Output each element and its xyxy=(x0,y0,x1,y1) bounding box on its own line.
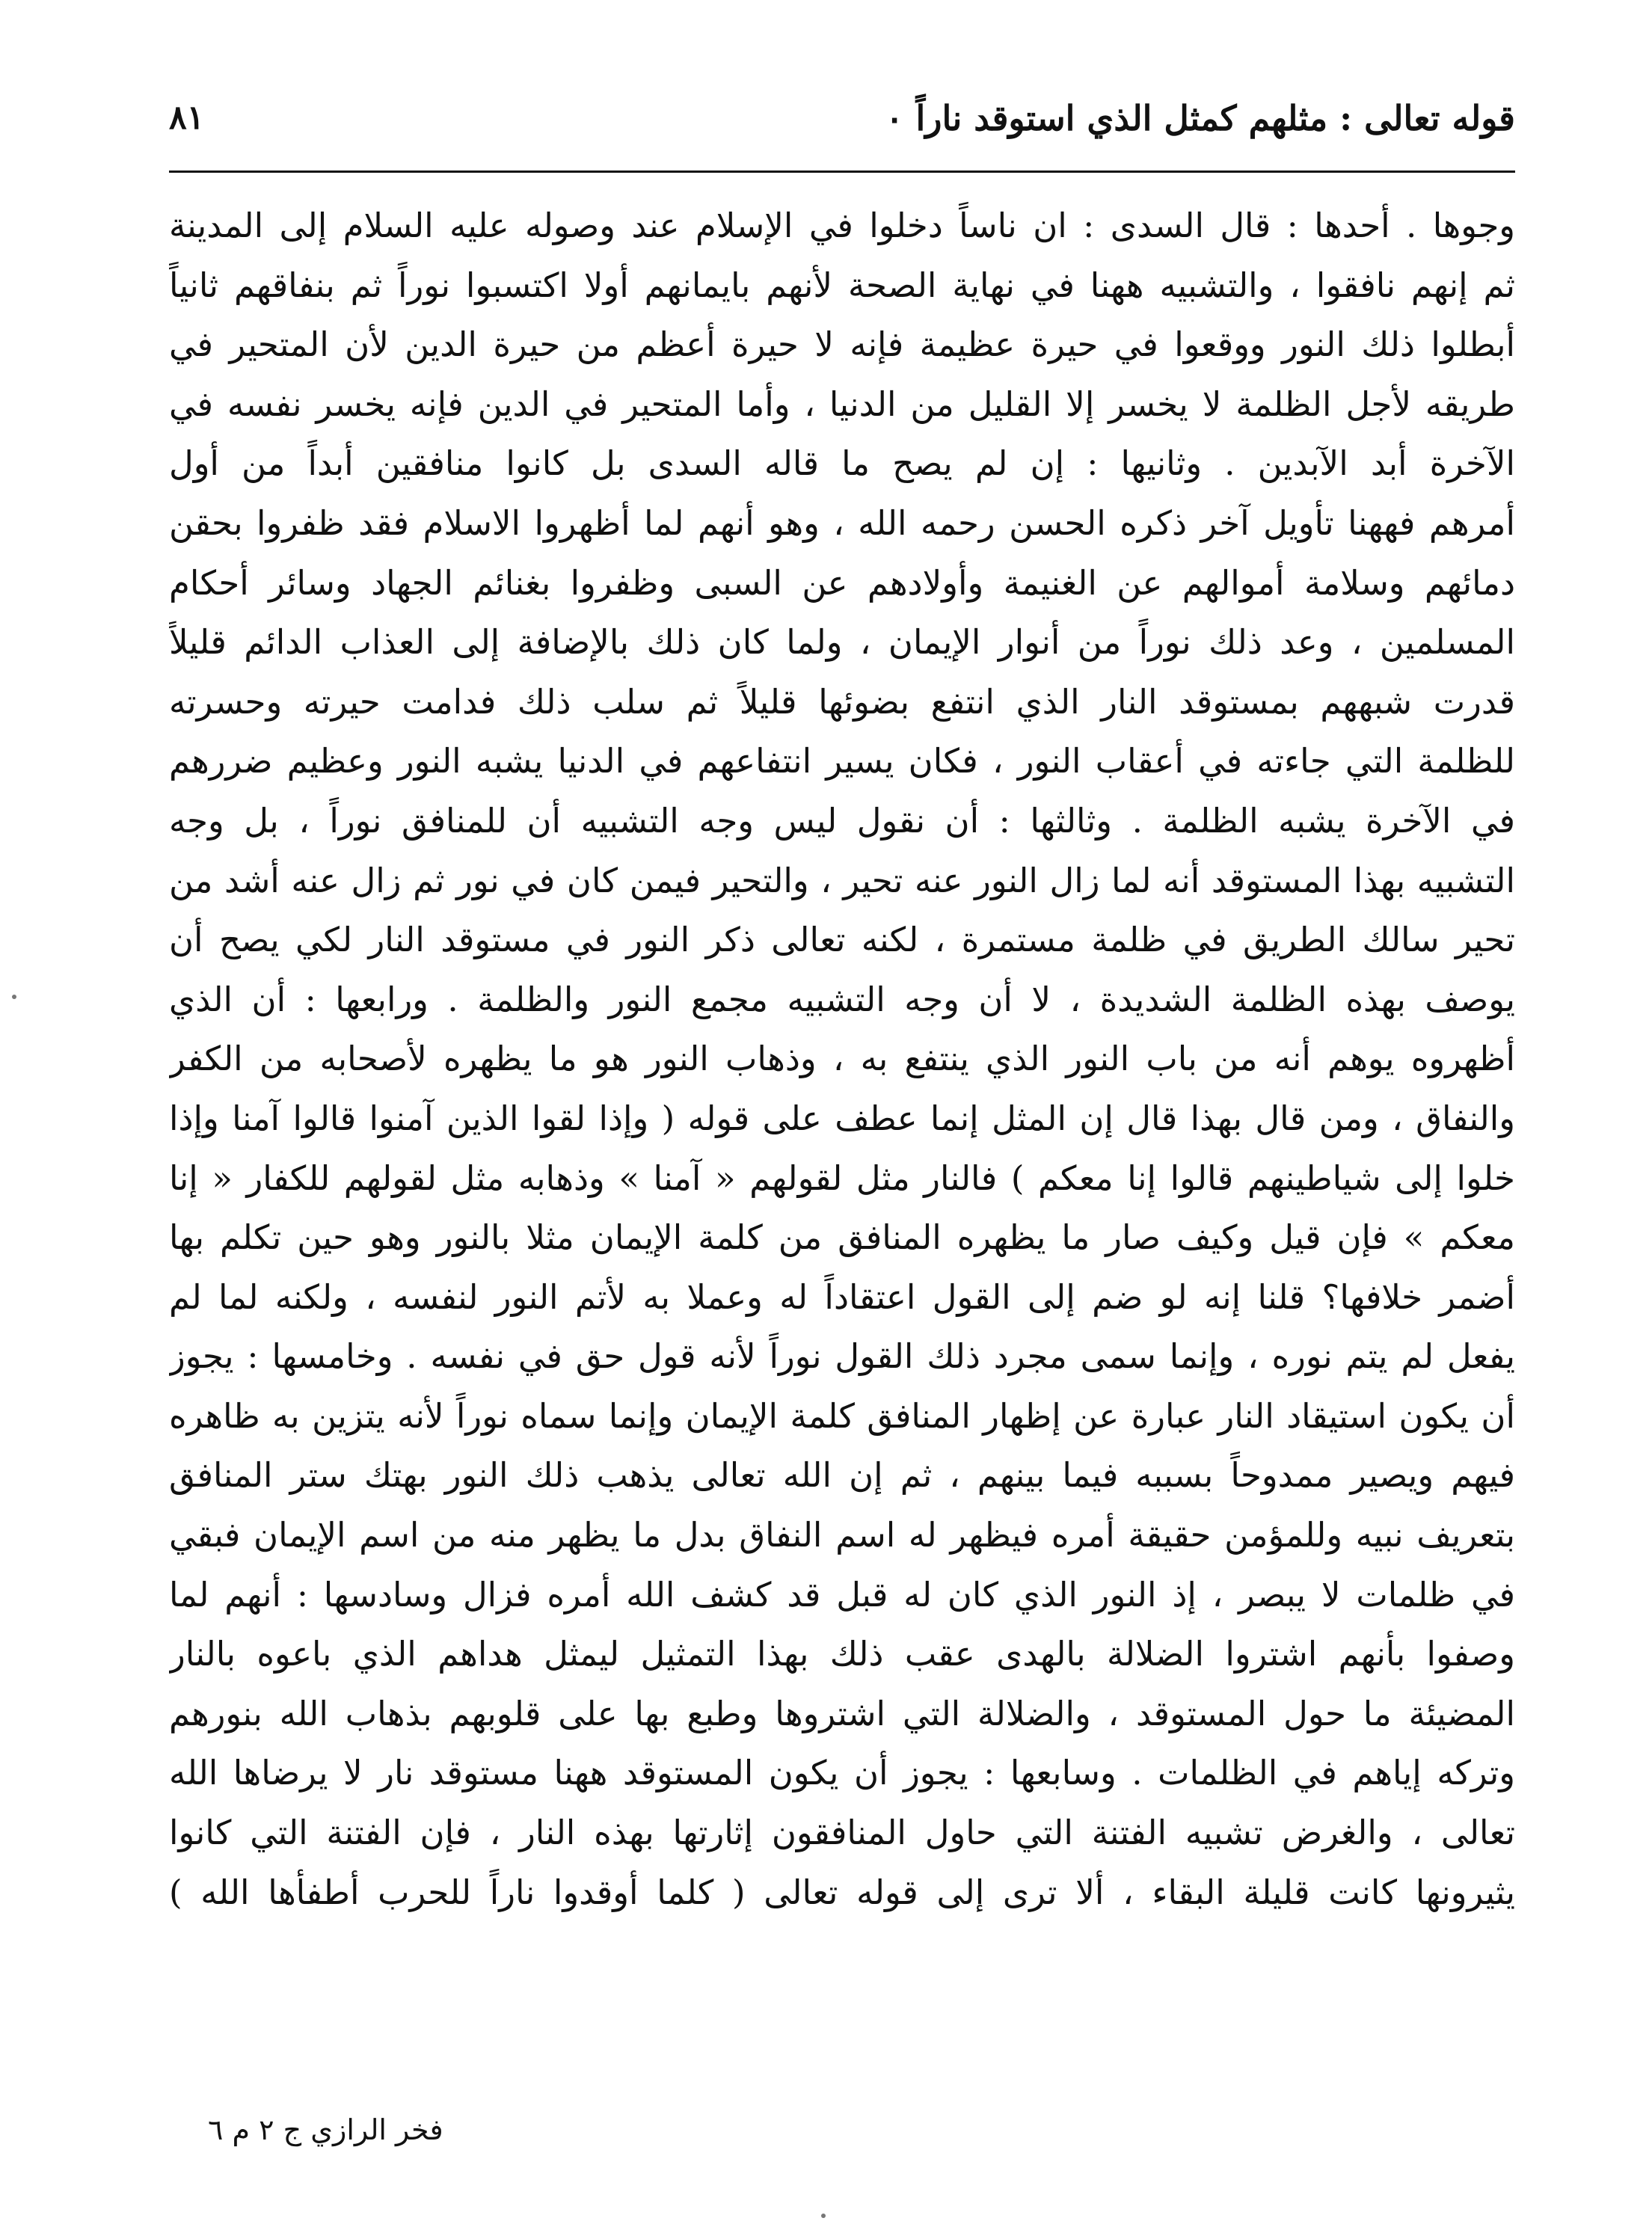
scan-speck xyxy=(12,995,16,999)
text-line: فيهم ويصير ممدوحاً بسببه فيما بينهم ، ثم إن الله تعالى يذهب ذلك النور بهتك ستر المنافق xyxy=(169,1455,1515,1496)
text-line: ثم إنهم نافقوا ، والتشبيه ههنا في نهاية الصحة لأنهم بايمانهم أولا اكتسبوا نوراً ثم بنفاقهم ثانياً xyxy=(169,265,1515,305)
text-line: أن يكون استيقاد النار عبارة عن إظهار المنافق كلمة الإيمان وإنما سماه نوراً لأنه يتزين به ظاهره xyxy=(169,1395,1515,1436)
text-line: في ظلمات لا يبصر ، إذ النور الذي كان له قبل قد كشف الله أمره فزال وسادسها : أنهم لما xyxy=(169,1574,1515,1615)
text-line: يوصف بهذه الظلمة الشديدة ، لا أن وجه التشبيه مجمع النور والظلمة . ورابعها : أن الذي xyxy=(169,979,1515,1019)
text-line: الآخرة أبد الآبدين . وثانيها : إن لم يصح ما قاله السدى بل كانوا منافقين أبداً من أول xyxy=(169,443,1515,484)
scan-speck xyxy=(821,2214,826,2218)
text-line: دمائهم وسلامة أموالهم عن الغنيمة وأولادهم عن السبى وظفروا بغنائم الجهاد وسائر أحكام xyxy=(169,562,1515,603)
page-header xyxy=(169,88,1515,156)
text-line: أبطلوا ذلك النور ووقعوا في حيرة عظيمة فإنه لا حيرة أعظم من حيرة الدين لأن المتحير في xyxy=(169,325,1515,365)
text-line: المسلمين ، وعد ذلك نوراً من أنوار الإيمان ، ولما كان ذلك بالإضافة إلى العذاب الدائم قليلاً xyxy=(169,622,1515,663)
text-line: طريقه لأجل الظلمة لا يخسر إلا القليل من الدنيا ، وأما المتحير في الدين فإنه يخسر نفسه في xyxy=(169,384,1515,424)
text-line: في الآخرة يشبه الظلمة . وثالثها : أن نقول ليس وجه التشبيه أن للمنافق نوراً ، بل وجه xyxy=(169,800,1515,841)
text-line: معكم » فإن قيل وكيف صار ما يظهره المنافق من كلمة الإيمان مثلا بالنور وهو حين تكلم بها xyxy=(169,1217,1515,1258)
body-text xyxy=(169,196,1515,1922)
signature-mark: فخر الرازي ج ٢ م ٦ xyxy=(208,2113,443,2146)
text-line: للظلمة التي جاءته في أعقاب النور ، فكان يسير انتفاعهم في الدنيا يشبه النور وعظيم ضررهم xyxy=(169,741,1515,781)
text-line: أمرهم فههنا تأويل آخر ذكره الحسن رحمه الله ، وهو أنهم لما أظهروا الاسلام فقد ظفروا بحقن xyxy=(169,503,1515,543)
text-line: قدرت شبههم بمستوقد النار الذي انتفع بضوئها قليلاً ثم سلب ذلك فدامت حيرته وحسرته xyxy=(169,681,1515,722)
text-line: والنفاق ، ومن قال بهذا قال إن المثل إنما عطف على قوله ( وإذا لقوا الذين آمنوا قالوا آمنا وإذا xyxy=(169,1098,1515,1138)
text-line: خلوا إلى شياطينهم قالوا إنا معكم ) فالنار مثل لقولهم « آمنا » وذهابه مثل لقولهم للكفار « إنا xyxy=(169,1158,1515,1198)
text-line: بتعريف نبيه وللمؤمن حقيقة أمره فيظهر له اسم النفاق بدل ما يظهر منه من اسم الإيمان فبقي xyxy=(169,1515,1515,1555)
text-line: أضمر خلافها؟ قلنا إنه لو ضم إلى القول اعتقاداً له وعملا به لأتم النور لنفسه ، ولكنه لما لم xyxy=(169,1277,1515,1317)
running-title: قوله تعالى : مثلهم كمثل الذي استوقد ناراً ٠ xyxy=(885,98,1515,138)
text-line: المضيئة ما حول المستوقد ، والضلالة التي اشتروها وطبع بها على قلوبهم بذهاب الله بنورهم xyxy=(169,1693,1515,1733)
page-number: ٨١ xyxy=(169,99,205,137)
text-line: وصفوا بأنهم اشتروا الضلالة بالهدى عقب ذلك بهذا التمثيل ليمثل هداهم الذي باعوه بالنار xyxy=(169,1634,1515,1674)
text-line: وجوها . أحدها : قال السدى : ان ناساً دخلوا في الإسلام عند وصوله عليه السلام إلى المدينة xyxy=(169,206,1515,245)
text-line: يفعل لم يتم نوره ، وإنما سمى مجرد ذلك القول نوراً لأنه قول حق في نفسه . وخامسها : يجوز xyxy=(169,1336,1515,1377)
text-line: تحير سالك الطريق في ظلمة مستمرة ، لكنه تعالى ذكر النور في مستوقد النار لكي يصح أن xyxy=(169,920,1515,960)
text-line: تعالى ، والغرض تشبيه الفتنة التي حاول المنافقون إثارتها بهذه النار ، فإن الفتنة التي كانوا xyxy=(169,1813,1515,1853)
text-line: أظهروه يوهم أنه من باب النور الذي ينتفع به ، وذهاب النور هو ما يظهره لأصحابه من الكفر xyxy=(169,1039,1515,1079)
text-line: وتركه إياهم في الظلمات . وسابعها : يجوز أن يكون المستوقد ههنا مستوقد نار لا يرضاها الله xyxy=(169,1753,1515,1793)
header-rule xyxy=(169,171,1515,173)
text-line: التشبيه بهذا المستوقد أنه لما زال النور عنه تحير ، والتحير فيمن كان في نور ثم زال عنه أشد من xyxy=(169,860,1515,900)
text-line: يثيرونها كانت قليلة البقاء ، ألا ترى إلى قوله تعالى ( كلما أوقدوا ناراً للحرب أطفأها الله ) xyxy=(169,1872,1515,1912)
